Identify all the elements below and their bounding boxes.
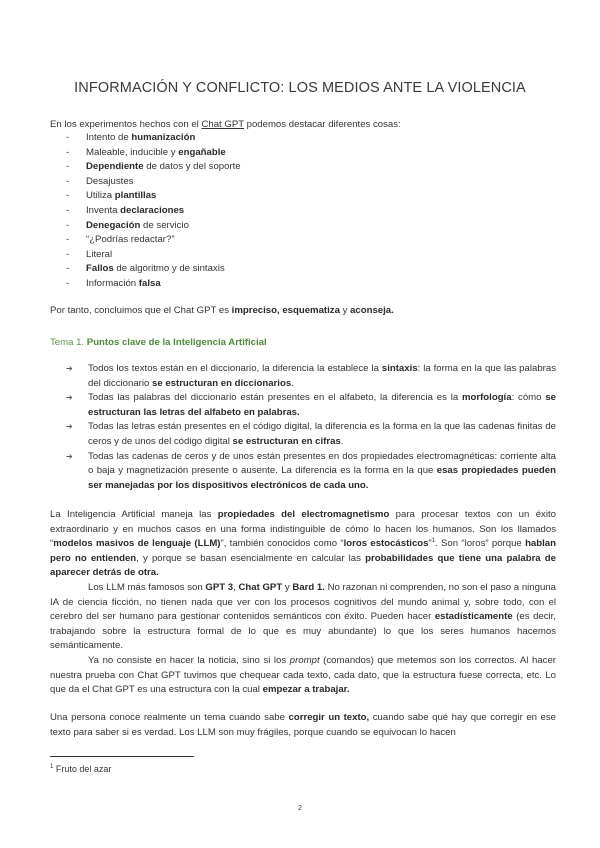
conclusion-paragraph: Por tanto, concluimos que el Chat GPT es impreciso, esquematiza y aconseja.	[50, 305, 394, 316]
list-item: - Fallos de algoritmo y de sintaxis	[66, 262, 546, 277]
list-item: - Desajustes	[66, 175, 546, 190]
list-item: ➔ Todas las palabras del diccionario están presentes en el alfabeto, la diferencia es la morfología: cómo se estructuran las letras del alfabeto en palabras.	[66, 391, 556, 420]
page-title: INFORMACIÓN Y CONFLICTO: LOS MEDIOS ANTE LA VIOLENCIA	[74, 80, 526, 96]
list-item: - Denegación de servicio	[66, 219, 546, 234]
list-item: - Inventa declaraciones	[66, 204, 546, 219]
list-item: - Dependiente de datos y del soporte	[66, 160, 546, 175]
dash-bullet: -	[66, 161, 70, 173]
experiment-findings-list	[66, 131, 546, 292]
dash-bullet: -	[66, 190, 70, 202]
dash-bullet: -	[66, 234, 70, 246]
section-heading	[50, 336, 267, 350]
section-title: Puntos clave de la Inteligencia Artificial	[86, 337, 267, 348]
llm-paragraph-3: Ya no consiste en hacer la noticia, sino si los prompt (comandos) que metemos son los correctos. Al hacer nuestra prueba con Chat GPT tuvimos que chequear cada texto, cada dato, que la estructura fuese correcta, etc. Lo que da el Chat GPT es una estructura con la cual empezar a trabajar.	[50, 655, 556, 696]
dash-bullet: -	[66, 219, 70, 231]
arrow-bullet-icon: ➔	[66, 393, 73, 403]
page-number: 2	[297, 803, 303, 812]
footnote: $^1$ Fruto del azar	[50, 764, 112, 774]
dash-bullet: -	[66, 146, 70, 158]
list-item: - Información falsa	[66, 277, 546, 292]
closing-paragraph: Una persona conoce realmente un tema cuando sabe corregir un texto, cuando sabe qué hay que corregir en ese texto para saber si es verdad. Los LLM son muy frágiles, porque cuando se equivocan lo hacen	[50, 712, 557, 738]
list-item: - Intento de humanización	[66, 131, 546, 146]
dash-bullet: -	[66, 277, 70, 289]
llm-paragraph-2: Los LLM más famosos son GPT 3, Chat GPT y Bard 1. No razonan ni comprenden, no son el paso a ninguna IA de ciencia ficción, no tienen nada que ver con los procesos cognitivos del mundo animal y, sobre todo, con el cerebro del ser humano para gestionar contenidos semánticos con éxito. Pueden hacer estadísticamente (es decir, trabajando sobre la estructura formal de lo que es muy abundante) lo que los seres humanos hacemos semánticamente.	[50, 582, 556, 652]
footnote-divider	[50, 756, 194, 757]
list-item: ➔ Todas las letras están presentes en el código digital, la diferencia es la forma en la que las cadenas finitas de ceros y de unos del código digital se estructuran en cifras.	[66, 420, 556, 449]
key-points-list	[66, 362, 556, 493]
list-item: ➔ Todas las cadenas de ceros y de unos están presentes en dos propiedades electromagnéticas: corriente alta o baja y magnetización presente o ausente. La diferencia es la forma en la que esas propiedades pueden ser manejadas por los dispositivos electrónicos de cada uno.	[66, 450, 556, 494]
dash-bullet: -	[66, 175, 70, 187]
list-item: - Literal	[66, 248, 546, 263]
intro-text: En los experimentos hechos con el	[50, 119, 202, 130]
footnote-ref[interactable]: 1	[431, 538, 436, 544]
arrow-bullet-icon: ➔	[66, 451, 73, 461]
arrow-bullet-icon: ➔	[66, 422, 73, 432]
llm-paragraph-1: La Inteligencia Artificial maneja las propiedades del electromagnetismo para procesar textos con un éxito extraordinario y en muchos casos en una forma indistinguible de cómo lo hacen los humanos. Son los llamados “modelos masivos de lenguaje (LLM)”, también conocidos como “loros estocásticos”$^1$. Son “loros” porque hablan pero no entienden, y porque se basan esencialmente en calcular las probabilidades que tiene una palabra de aparecer detrás de otra.	[50, 509, 556, 579]
list-item: - Utiliza plantillas	[66, 189, 546, 204]
dash-bullet: -	[66, 263, 70, 275]
list-item: - Maleable, inducible y engañable	[66, 146, 546, 161]
section-number: Tema 1.	[50, 337, 87, 348]
arrow-bullet-icon: ➔	[66, 364, 73, 373]
dash-bullet: -	[66, 204, 70, 216]
list-item: - “¿Podrías redactar?”	[66, 233, 546, 248]
list-item: ➔ Todos los textos están en el diccionario, la diferencia la establece la sintaxis: la forma en la que las palabras del diccionario se estructuran en diccionarios.	[66, 362, 556, 391]
dash-bullet: -	[66, 132, 70, 143]
dash-bullet: -	[66, 248, 70, 260]
intro-text-end: podemos destacar diferentes cosas:	[243, 119, 401, 130]
chat-gpt-link[interactable]: Chat GPT	[201, 119, 244, 130]
